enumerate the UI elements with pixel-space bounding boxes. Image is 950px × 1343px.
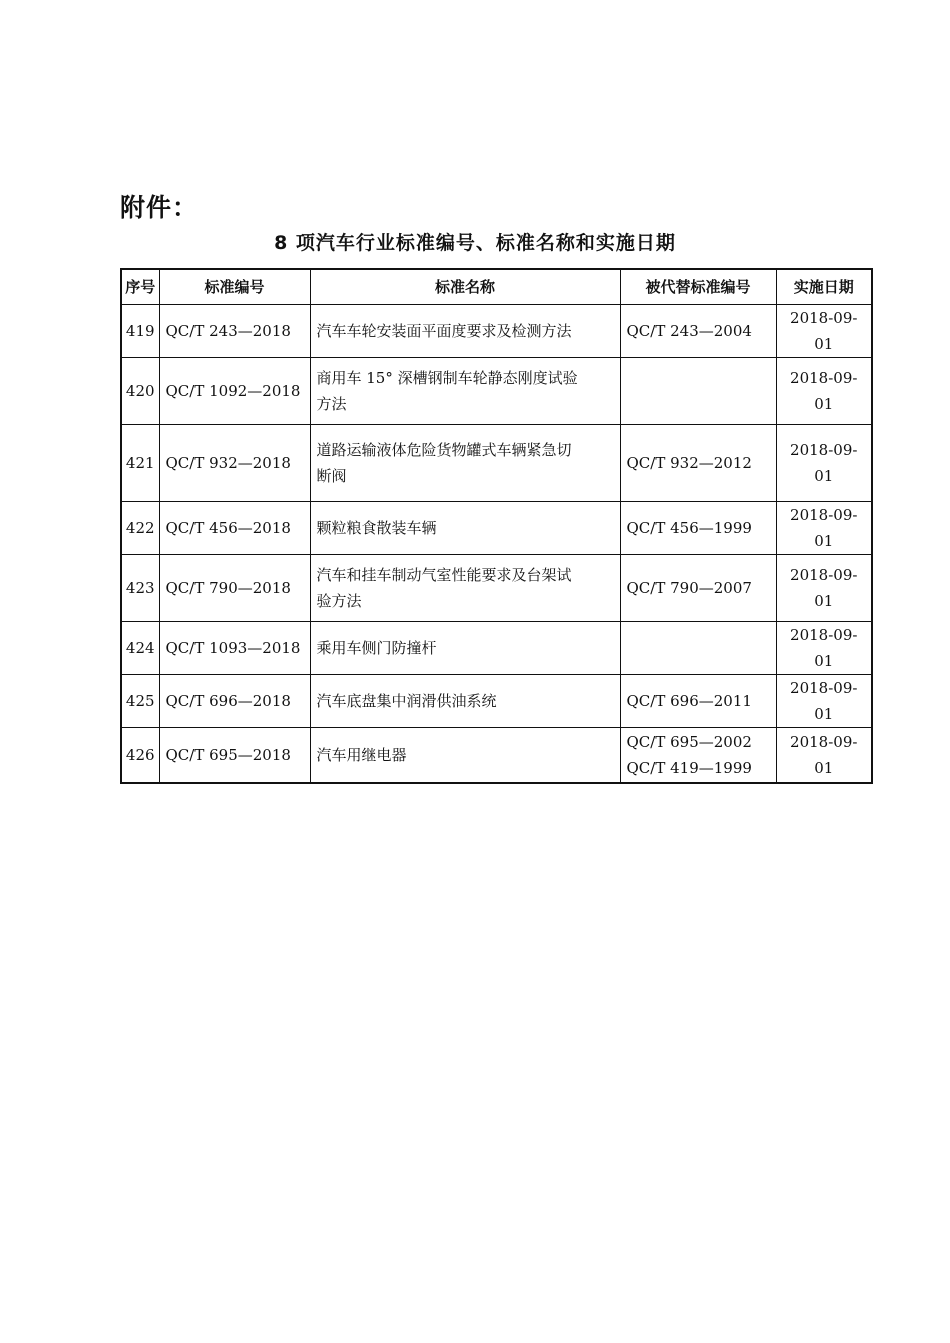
row-date: 2018-09-01 [776, 425, 872, 502]
header-code: 标准编号 [159, 269, 310, 305]
row-replaced-line: QC/T 456—1999 [626, 519, 752, 537]
row-replaced [620, 358, 776, 425]
header-name: 标准名称 [310, 269, 620, 305]
table-header-row [121, 269, 872, 305]
standards-table [120, 268, 873, 784]
header-date: 实施日期 [776, 269, 872, 305]
row-name-line: 商用车 15° 深槽钢制车轮静态刚度试验 [316, 369, 578, 387]
row-name-line: 汽车车轮安装面平面度要求及检测方法 [316, 322, 572, 340]
table-row [121, 622, 872, 675]
row-replaced-line: QC/T 695—2002 [626, 733, 752, 751]
row-name-line: 乘用车侧门防撞杆 [316, 639, 437, 657]
row-name-line: 汽车和挂车制动气室性能要求及台架试 [316, 566, 572, 584]
row-name [310, 305, 620, 358]
row-code: QC/T 695—2018 [159, 728, 310, 784]
table-row [121, 358, 872, 425]
row-name-line: 验方法 [316, 592, 362, 610]
row-no: 426 [121, 728, 159, 784]
row-replaced [620, 305, 776, 358]
table-row [121, 675, 872, 728]
row-replaced [620, 425, 776, 502]
table-row [121, 555, 872, 622]
row-date: 2018-09-01 [776, 622, 872, 675]
row-code: QC/T 932—2018 [159, 425, 310, 502]
table-row [121, 728, 872, 784]
row-replaced-line: QC/T 419—1999 [626, 759, 752, 777]
header-replaced: 被代替标准编号 [620, 269, 776, 305]
row-no: 419 [121, 305, 159, 358]
row-replaced [620, 502, 776, 555]
row-name-line: 方法 [316, 395, 347, 413]
row-name-line: 颗粒粮食散装车辆 [316, 519, 437, 537]
row-code: QC/T 1092—2018 [159, 358, 310, 425]
row-replaced-line: QC/T 243—2004 [626, 322, 752, 340]
row-name [310, 622, 620, 675]
row-replaced [620, 622, 776, 675]
table-row [121, 425, 872, 502]
row-code: QC/T 696—2018 [159, 675, 310, 728]
table-row [121, 305, 872, 358]
row-date: 2018-09-01 [776, 502, 872, 555]
row-replaced-line: QC/T 696—2011 [626, 692, 752, 710]
row-name [310, 358, 620, 425]
row-replaced-line: QC/T 790—2007 [626, 579, 752, 597]
row-code: QC/T 243—2018 [159, 305, 310, 358]
row-replaced [620, 675, 776, 728]
row-name-line: 断阀 [316, 467, 347, 485]
row-name [310, 425, 620, 502]
row-no: 420 [121, 358, 159, 425]
row-no: 423 [121, 555, 159, 622]
row-date: 2018-09-01 [776, 305, 872, 358]
row-no: 424 [121, 622, 159, 675]
row-name-line: 道路运输液体危险货物罐式车辆紧急切 [316, 441, 572, 459]
row-date: 2018-09-01 [776, 675, 872, 728]
row-code: QC/T 456—2018 [159, 502, 310, 555]
attachment-label: 附件： [120, 193, 199, 222]
row-name-line: 汽车用继电器 [316, 746, 407, 764]
row-code: QC/T 790—2018 [159, 555, 310, 622]
row-no: 425 [121, 675, 159, 728]
table-row [121, 502, 872, 555]
row-no: 422 [121, 502, 159, 555]
row-name [310, 675, 620, 728]
row-replaced-line: QC/T 932—2012 [626, 454, 752, 472]
header-no: 序号 [121, 269, 159, 305]
table-title: 8 项汽车行业标准编号、标准名称和实施日期 [274, 232, 676, 254]
row-name-line: 汽车底盘集中润滑供油系统 [316, 692, 497, 710]
row-replaced [620, 555, 776, 622]
row-replaced [620, 728, 776, 784]
row-name [310, 502, 620, 555]
row-code: QC/T 1093—2018 [159, 622, 310, 675]
row-name [310, 555, 620, 622]
row-name [310, 728, 620, 784]
row-date: 2018-09-01 [776, 555, 872, 622]
row-date: 2018-09-01 [776, 358, 872, 425]
row-date: 2018-09-01 [776, 728, 872, 784]
row-no: 421 [121, 425, 159, 502]
